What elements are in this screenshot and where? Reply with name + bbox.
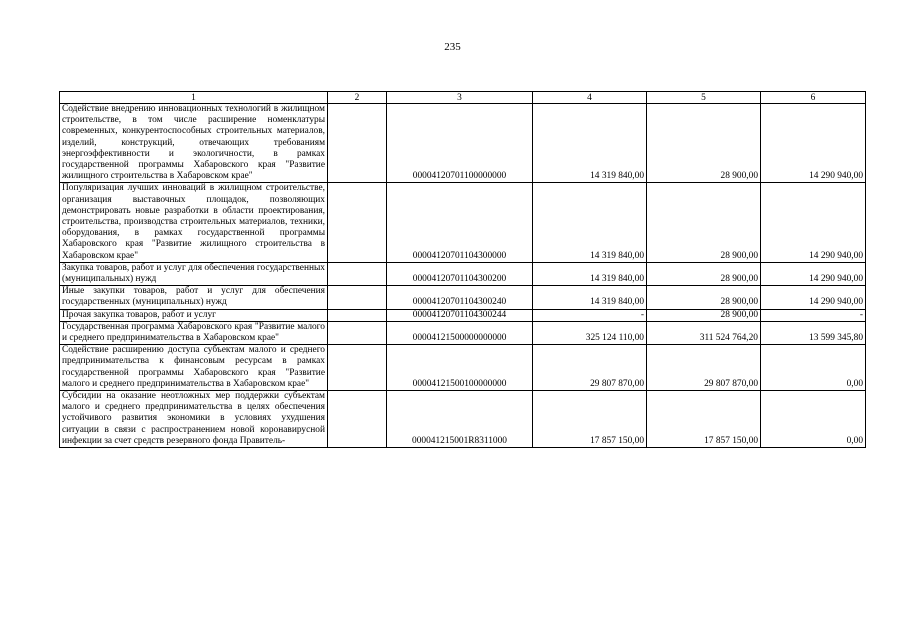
row-value-5: 28 900,00 bbox=[647, 309, 761, 321]
row-value-5: 28 900,00 bbox=[647, 262, 761, 285]
row-code: 00004120701100000000 bbox=[387, 104, 533, 183]
row-value-5: 17 857 150,00 bbox=[647, 391, 761, 448]
row-value-5: 28 900,00 bbox=[647, 286, 761, 309]
row-col2 bbox=[328, 286, 387, 309]
page-number: 235 bbox=[444, 41, 461, 53]
row-description: Содействие расширению доступа субъектам малого и среднего предпринимательства к финансовым ресурсам в рамках государственной программы Хабаровского края "Развитие малого и среднего предпринимательства в Хабаровском крае" bbox=[60, 345, 328, 391]
row-description: Содействие внедрению инновационных технологий в жилищном строительстве, в том числе расширение номенклатуры современных, конкурентоспособных строительных материалов, изделий, конструкций, отвечающих требованиям энергоэффективности и экологичности, в рамках государственной программы Хабаровского края "Развитие жилищного строительства в Хабаровском крае" bbox=[60, 104, 328, 183]
row-code: 00004121500000000000 bbox=[387, 321, 533, 344]
table-row bbox=[60, 309, 866, 321]
row-col2 bbox=[328, 183, 387, 262]
row-value-4: - bbox=[533, 309, 647, 321]
row-code: 00004120701104300244 bbox=[387, 309, 533, 321]
row-value-6: 14 290 940,00 bbox=[761, 104, 866, 183]
row-value-6: 14 290 940,00 bbox=[761, 183, 866, 262]
row-value-6: 14 290 940,00 bbox=[761, 286, 866, 309]
row-value-6: 0,00 bbox=[761, 345, 866, 391]
row-value-5: 28 900,00 bbox=[647, 183, 761, 262]
table-row bbox=[60, 391, 866, 448]
table-row bbox=[60, 262, 866, 285]
row-value-4: 14 319 840,00 bbox=[533, 183, 647, 262]
header-cell-4: 4 bbox=[533, 92, 647, 104]
header-cell-2: 2 bbox=[328, 92, 387, 104]
header-cell-1: 1 bbox=[60, 92, 328, 104]
table-row bbox=[60, 286, 866, 309]
row-value-4: 14 319 840,00 bbox=[533, 104, 647, 183]
table-row bbox=[60, 104, 866, 183]
row-description: Прочая закупка товаров, работ и услуг bbox=[60, 309, 328, 321]
row-col2 bbox=[328, 262, 387, 285]
row-col2 bbox=[328, 391, 387, 448]
table-header-row bbox=[60, 92, 866, 104]
row-value-4: 29 807 870,00 bbox=[533, 345, 647, 391]
row-code: 00004120701104300240 bbox=[387, 286, 533, 309]
row-value-5: 311 524 764,20 bbox=[647, 321, 761, 344]
row-value-4: 14 319 840,00 bbox=[533, 286, 647, 309]
table-row bbox=[60, 183, 866, 262]
row-code: 000041215001R8311000 bbox=[387, 391, 533, 448]
row-value-5: 28 900,00 bbox=[647, 104, 761, 183]
row-value-6: 0,00 bbox=[761, 391, 866, 448]
header-cell-6: 6 bbox=[761, 92, 866, 104]
row-code: 00004120701104300000 bbox=[387, 183, 533, 262]
table-row bbox=[60, 321, 866, 344]
header-cell-3: 3 bbox=[387, 92, 533, 104]
row-value-4: 14 319 840,00 bbox=[533, 262, 647, 285]
row-description: Субсидии на оказание неотложных мер поддержки субъектам малого и среднего предпринимательства в целях обеспечения устойчивого развития экономики в условиях ухудшения ситуации в связи с распространением новой коронавирусной инфекции за счет средств резервного фонда Правитель- bbox=[60, 391, 328, 448]
row-value-6: - bbox=[761, 309, 866, 321]
row-code: 00004121500100000000 bbox=[387, 345, 533, 391]
row-col2 bbox=[328, 321, 387, 344]
row-value-6: 13 599 345,80 bbox=[761, 321, 866, 344]
row-description: Иные закупки товаров, работ и услуг для обеспечения государственных (муниципальных) нужд bbox=[60, 286, 328, 309]
table-row bbox=[60, 345, 866, 391]
row-code: 00004120701104300200 bbox=[387, 262, 533, 285]
row-col2 bbox=[328, 345, 387, 391]
row-value-5: 29 807 870,00 bbox=[647, 345, 761, 391]
row-value-4: 17 857 150,00 bbox=[533, 391, 647, 448]
row-description: Популяризация лучших инноваций в жилищном строительстве, организация выставочных площадок, позволяющих демонстрировать новые разработки в области проектирования, строительства, производства строительных материалов, техники, оборудования, в рамках государственной программы Хабаровского края "Развитие жилищного строительства в Хабаровском крае" bbox=[60, 183, 328, 262]
row-col2 bbox=[328, 309, 387, 321]
header-cell-5: 5 bbox=[647, 92, 761, 104]
row-value-4: 325 124 110,00 bbox=[533, 321, 647, 344]
row-description: Государственная программа Хабаровского края "Развитие малого и среднего предпринимательства в Хабаровском крае" bbox=[60, 321, 328, 344]
budget-table bbox=[59, 91, 866, 448]
row-col2 bbox=[328, 104, 387, 183]
row-value-6: 14 290 940,00 bbox=[761, 262, 866, 285]
row-description: Закупка товаров, работ и услуг для обеспечения государственных (муниципальных) нужд bbox=[60, 262, 328, 285]
